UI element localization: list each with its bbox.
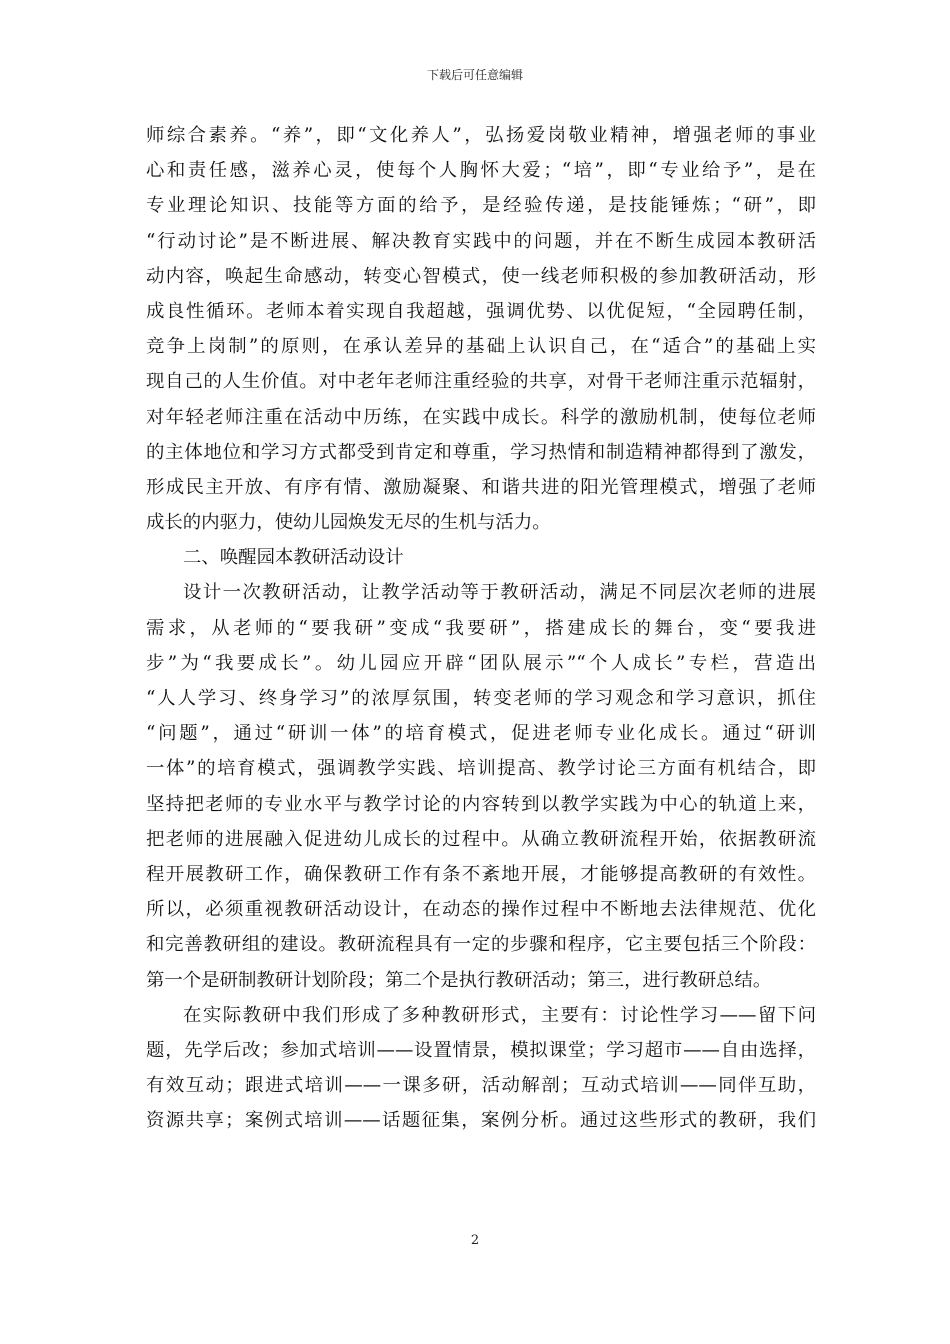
text-line: 一体”的培育模式，强调教学实践、培训提高、教学讨论三方面有机结合，即 (146, 758, 816, 780)
text-line: 需求，从老师的“要我研”变成“我要研”，搭建成长的舞台，变“要我进 (146, 617, 816, 639)
text-line: 程开展教研工作，确保教研工作有条不紊地开展，才能够提高教研的有效性。 (146, 863, 816, 885)
text-line: 有效互动；跟进式培训——一课多研，活动解剖；互动式培训——同伴互助， (146, 1075, 816, 1097)
text-line: 师综合素养。“养”，即“文化养人”，弘扬爱岗敬业精神，增强老师的事业 (146, 125, 816, 146)
text-line: “行动讨论”是不断进展、解决教育实践中的问题，并在不断生成园本教研活 (146, 230, 816, 252)
text-line: 设计一次教研活动，让教学活动等于教研活动，满足不同层次老师的进展 (183, 582, 816, 604)
text-line: 第一个是研制教研计划阶段；第二个是执行教研活动；第三，进行教研总结。 (146, 969, 772, 991)
text-line: 题，先学后改；参加式培训——设置情景，模拟课堂；学习超市——自由选择， (146, 1039, 816, 1061)
page-header: 下载后可任意编辑 (426, 68, 523, 82)
page-number: 2 (470, 1233, 480, 1248)
text-line: 步”为“我要成长”。幼儿园应开辟“团队展示”“个人成长”专栏，营造出 (146, 652, 816, 674)
section-heading: 二、唤醒园本教研活动设计 (183, 547, 404, 569)
text-line: 在实际教研中我们形成了多种教研形式，主要有：讨论性学习——留下问 (183, 1004, 816, 1026)
text-line: “人人学习、终身学习”的浓厚氛围，转变老师的学习观念和学习意识，抓住 (146, 688, 816, 709)
text-line: 所以，必须重视教研活动设计，在动态的操作过程中不断地去法律规范、优化 (146, 899, 816, 921)
text-line: “问题”，通过“研训一体”的培育模式，促进老师专业化成长。通过“研训 (146, 723, 816, 745)
text-line: 成良性循环。老师本着实现自我超越，强调优势、以优促短，“全园聘任制， (146, 300, 816, 322)
body-text (146, 118, 816, 1138)
text-line: 竞争上岗制”的原则，在承认差异的基础上认识自己，在“适合”的基础上实 (146, 336, 816, 358)
text-line: 把老师的进展融入促进幼儿成长的过程中。从确立教研流程开始，依据教研流 (146, 828, 816, 850)
text-line: 现自己的人生价值。对中老年老师注重经验的共享，对骨干老师注重示范辐射， (146, 371, 816, 393)
text-line: 坚持把老师的专业水平与教学讨论的内容转到以教学实践为中心的轨道上来， (146, 793, 816, 815)
text-line: 成长的内驱力，使幼儿园焕发无尽的生机与活力。 (146, 512, 551, 534)
text-line: 和完善教研组的建设。教研流程具有一定的步骤和程序，它主要包括三个阶段： (146, 934, 816, 956)
text-line: 资源共享；案例式培训——话题征集，案例分析。通过这些形式的教研，我们 (146, 1110, 816, 1132)
text-line: 专业理论知识、技能等方面的给予，是经验传递，是技能锤炼；“研”，即 (146, 195, 816, 217)
text-line: 心和责任感，滋养心灵，使每个人胸怀大爱；“培”，即“专业给予”，是在 (146, 160, 816, 182)
text-line: 的主体地位和学习方式都受到肯定和尊重，学习热情和制造精神都得到了激发， (146, 441, 816, 463)
text-line: 形成民主开放、有序有情、激励凝聚、和谐共进的阳光管理模式，增强了老师 (146, 476, 816, 498)
text-line: 对年轻老师注重在活动中历练，在实践中成长。科学的激励机制，使每位老师 (146, 406, 816, 428)
text-line: 动内容，唤起生命感动，转变心智模式，使一线老师积极的参加教研活动，形 (146, 265, 816, 287)
